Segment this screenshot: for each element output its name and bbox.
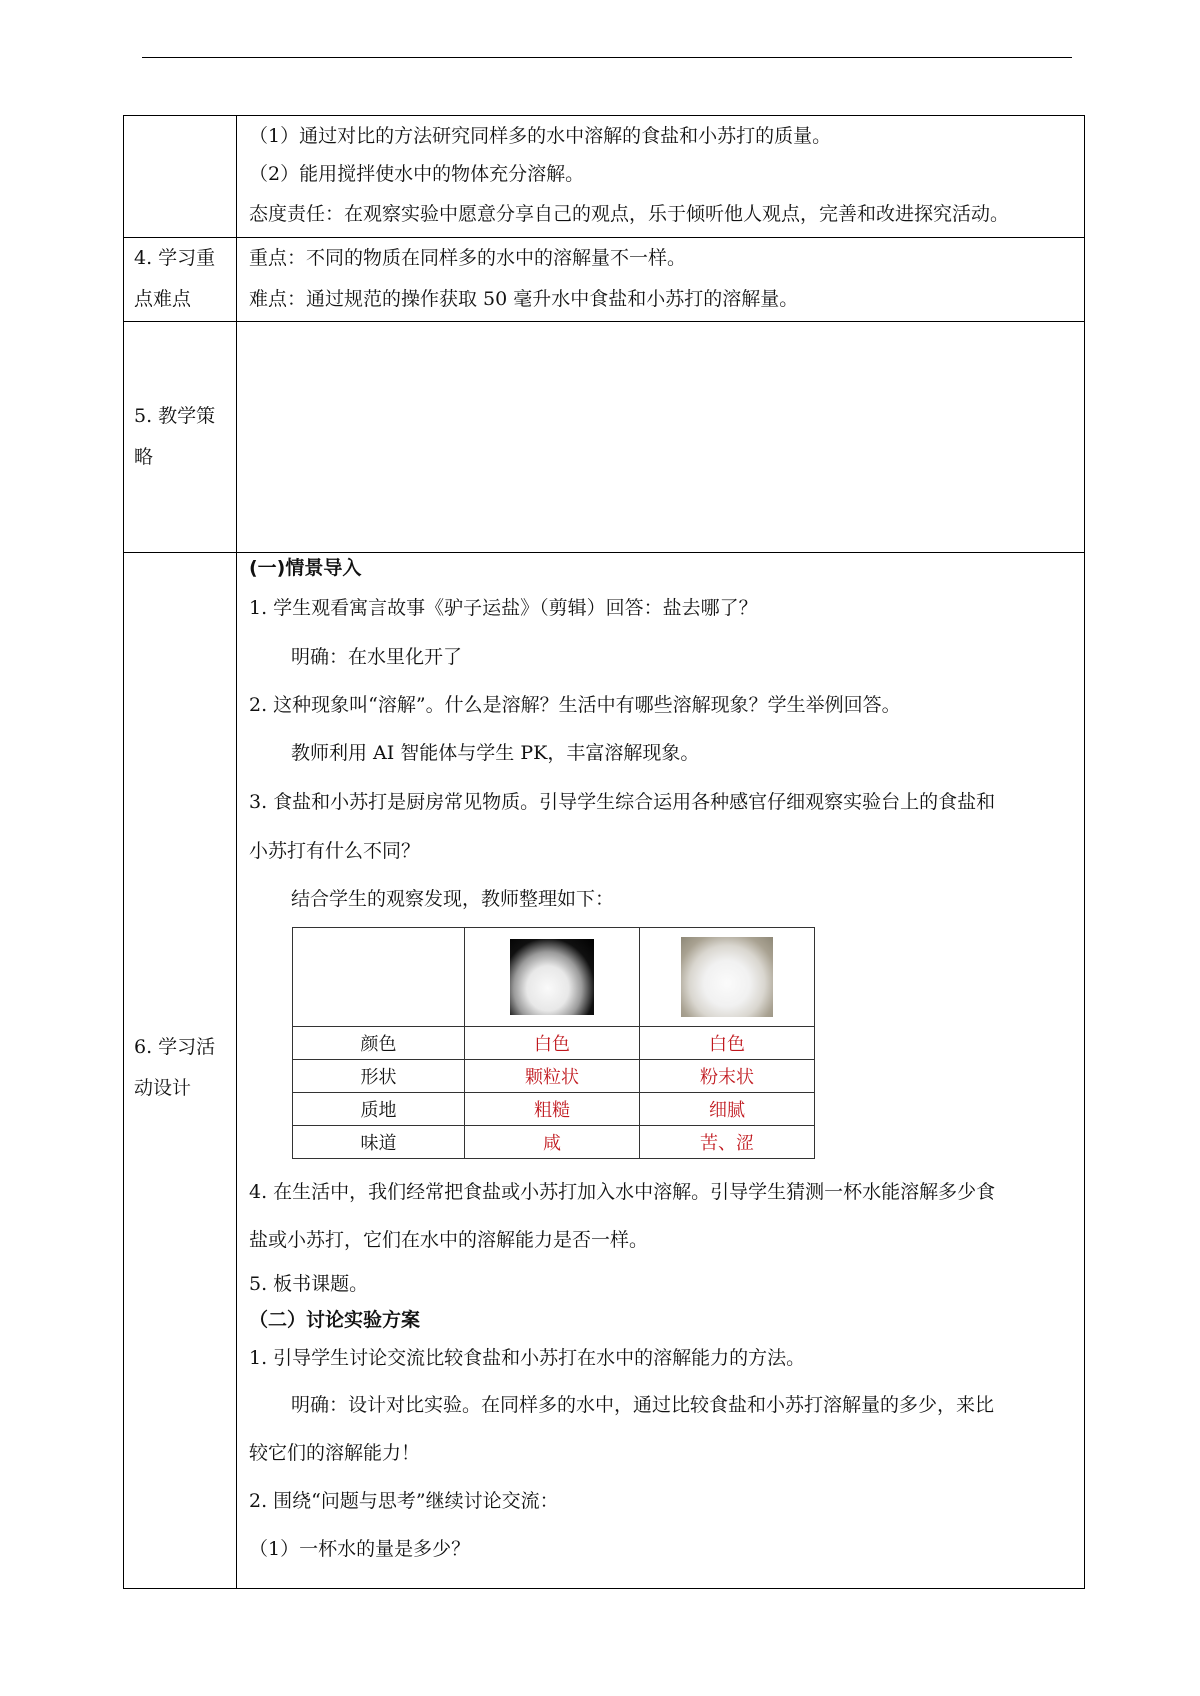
table-row-key-points: [124, 238, 1085, 322]
comparison-row: [293, 1060, 815, 1093]
comparison-row: [293, 1027, 815, 1060]
salt-value: 颗粒状: [465, 1060, 640, 1093]
step-3-line-2: 小苏打有什么不同？: [249, 840, 421, 862]
step-3-line-1: 3. 食盐和小苏打是厨房常见物质。引导学生综合运用各种感官仔细观察实验台上的食盐和: [249, 791, 996, 813]
table-row-activities: [124, 553, 1085, 1589]
baking-soda-photo: [681, 937, 773, 1017]
section-heading-intro: (一)情景导入: [249, 557, 362, 579]
property-label: 颜色: [293, 1027, 465, 1060]
step-1: 1. 学生观看寓言故事《驴子运盐》（剪辑）回答：盐去哪了？: [249, 597, 758, 619]
table-row-objectives: [124, 116, 1085, 238]
objectives-content: [237, 116, 1085, 238]
header-rule: [142, 57, 1072, 58]
step-2: 2. 这种现象叫“溶解”。什么是溶解？生活中有哪些溶解现象？学生举例回答。: [249, 694, 901, 716]
property-label: 形状: [293, 1060, 465, 1093]
plan-step-1: 1. 引导学生讨论交流比较食盐和小苏打在水中的溶解能力的方法。: [249, 1347, 806, 1369]
row-label-strategy: [124, 322, 237, 553]
step-2-note: 教师利用 AI 智能体与学生 PK，丰富溶解现象。: [291, 742, 700, 764]
plan-question-1: （1）一杯水的量是多少？: [249, 1538, 471, 1560]
comparison-row: [293, 1093, 815, 1126]
key-point-line: 重点：不同的物质在同样多的水中的溶解量不一样。: [249, 247, 687, 269]
strategy-content: [237, 322, 1085, 553]
step-5: 5. 板书课题。: [249, 1273, 369, 1295]
row-label-activities: [124, 553, 237, 1589]
property-label: 质地: [293, 1093, 465, 1126]
step-4-line-2: 盐或小苏打，它们在水中的溶解能力是否一样。: [249, 1229, 649, 1251]
label-line-1: 4. 学习重: [134, 247, 216, 269]
label-line-2: 动设计: [134, 1076, 192, 1099]
plan-step-1-clarify-2: 较它们的溶解能力！: [249, 1442, 421, 1464]
table-row-strategy: [124, 322, 1085, 553]
row-label-empty: [124, 116, 237, 238]
activities-content: [237, 553, 1085, 1589]
corner-cell: [293, 928, 465, 1027]
comparison-row: [293, 1126, 815, 1159]
objective-line-1: （1）通过对比的方法研究同样多的水中溶解的食盐和小苏打的质量。: [249, 125, 832, 147]
comparison-header-row: [293, 928, 815, 1027]
lesson-plan-table: [123, 115, 1085, 1589]
label-line-2: 略: [134, 446, 154, 468]
label-line-2: 点难点: [134, 288, 192, 310]
step-1-clarify: 明确：在水里化开了: [291, 646, 463, 668]
soda-value: 苦、涩: [640, 1126, 815, 1159]
salt-value: 粗糙: [465, 1093, 640, 1126]
salt-photo-cell: [465, 928, 640, 1027]
label-line-1: 5. 教学策: [134, 405, 216, 427]
salt-value: 白色: [465, 1027, 640, 1060]
soda-value: 细腻: [640, 1093, 815, 1126]
plan-step-2: 2. 围绕“问题与思考”继续讨论交流：: [249, 1490, 559, 1512]
attitude-line: 态度责任：在观察实验中愿意分享自己的观点，乐于倾听他人观点，完善和改进探究活动。: [249, 203, 1010, 225]
soda-value: 粉末状: [640, 1060, 815, 1093]
plan-step-1-clarify-1: 明确：设计对比实验。在同样多的水中，通过比较食盐和小苏打溶解量的多少，来比: [291, 1394, 995, 1416]
salt-value: 咸: [465, 1126, 640, 1159]
step-4-line-1: 4. 在生活中，我们经常把食盐或小苏打加入水中溶解。引导学生猜测一杯水能溶解多少食: [249, 1181, 996, 1203]
step-3-summary: 结合学生的观察发现，教师整理如下：: [291, 888, 615, 910]
difficulty-line: 难点：通过规范的操作获取 50 毫升水中食盐和小苏打的溶解量。: [249, 288, 799, 310]
section-heading-plan: （二）讨论实验方案: [249, 1309, 421, 1331]
property-label: 味道: [293, 1126, 465, 1159]
comparison-table: [292, 927, 815, 1159]
key-points-content: [237, 238, 1085, 322]
row-label-key-points: [124, 238, 237, 322]
soda-photo-cell: [640, 928, 815, 1027]
label-line-1: 6. 学习活: [134, 1035, 216, 1058]
comparison-table-wrap: [249, 923, 1078, 1167]
soda-value: 白色: [640, 1027, 815, 1060]
objective-line-2: （2）能用搅拌使水中的物体充分溶解。: [249, 163, 585, 185]
salt-photo: [510, 939, 594, 1015]
